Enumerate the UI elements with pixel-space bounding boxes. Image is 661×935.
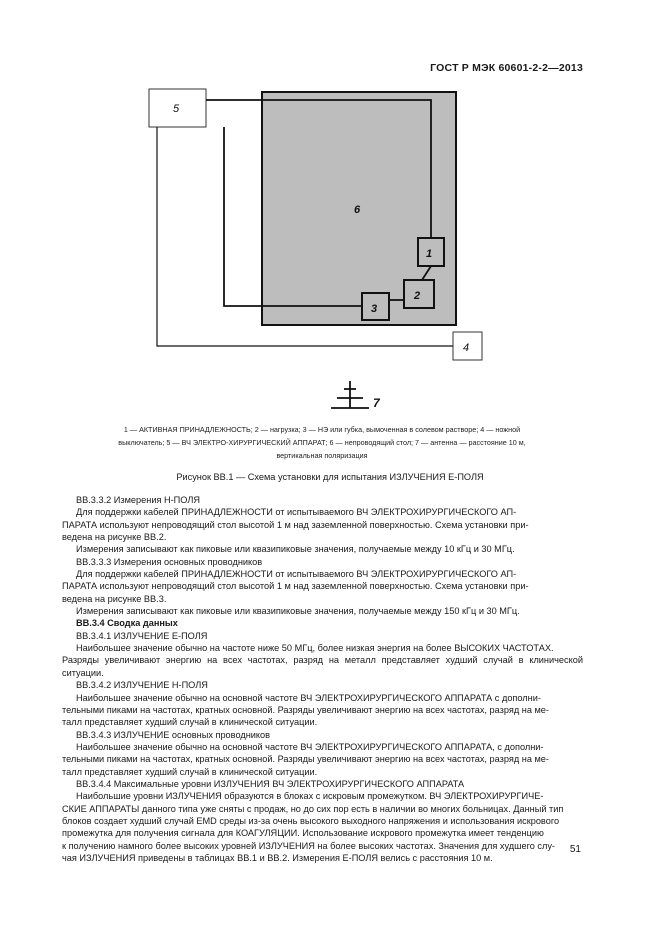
body-line: Разряды увеличивают энергию на всех частотах, разряд на металл представляет худший случай в клинической ситуации. <box>62 655 583 678</box>
label-1: 1 <box>426 248 433 260</box>
figure-legend <box>68 423 576 462</box>
body-line: ВВ.3.4.3 ИЗЛУЧЕНИЕ основных проводников <box>76 729 271 740</box>
page-number: 51 <box>569 844 581 855</box>
body-line: ведена на рисунке ВВ.3. <box>62 593 167 604</box>
legend-line: 1 — АКТИВНАЯ ПРИНАДЛЕЖНОСТЬ; 2 — нагрузка; 3 — НЭ или губка, вымоченная в солевом растворе; 4 — ножной <box>123 425 521 434</box>
document-header: ГОСТ Р МЭК 60601-2-2—2013 <box>430 62 583 74</box>
body-line: Наибольшее значение обычно на основной частоте ВЧ ЭЛЕКТРОХИРУРГИЧЕСКОГО АППАРАТА, с дополни- <box>76 741 544 752</box>
label-6: 6 <box>354 204 361 216</box>
legend-line: выключатель; 5 — ВЧ ЭЛЕКТРО-ХИРУРГИЧЕСКИЙ АППАРАТ; 6 — непроводящий стол; 7 — антенна — расстояние 10 м, <box>118 438 526 447</box>
body-line: к получению намного более высоких уровней ИЗЛУЧЕНИЯ на более высоких частотах. Значения для худшего слу- <box>62 840 555 851</box>
body-line: ВВ.3.3.3 Измерения основных проводников <box>76 556 263 567</box>
body-line: тельными пиками на частотах, кратных основной. Разряды увеличивают энергию на всех частотах, разряд на ме- <box>62 704 549 715</box>
body-line: ВВ.3.4 Сводка данных <box>76 618 178 629</box>
body-text <box>62 494 583 864</box>
body-line: ВВ.3.4.2 ИЗЛУЧЕНИЕ H-ПОЛЯ <box>76 680 208 691</box>
body-line: ВВ.3.4.4 Максимальные уровни ИЗЛУЧЕНИЯ ВЧ ЭЛЕКТРОХИРУРГИЧЕСКОГО АППАРАТА <box>76 778 465 789</box>
label-5: 5 <box>173 103 180 115</box>
body-line: Измерения записывают как пиковые или квазипиковые значения, получаемые между 150 кГц и 30 МГц. <box>76 606 520 617</box>
figure-caption: Рисунок ВВ.1 — Схема установки для испытания ИЗЛУЧЕНИЯ E-ПОЛЯ <box>176 472 484 482</box>
legend-line: вертикальная поляризация <box>276 451 368 460</box>
body-line: ВВ.3.3.2 Измерения H-ПОЛЯ <box>76 495 200 505</box>
label-2: 2 <box>414 290 421 302</box>
body-line: промежутка для получения сигнала для КОАГУЛЯЦИИ. Использование искрового промежутка имеет тенденцию <box>62 828 544 839</box>
body-line: ВВ.3.4.1 ИЗЛУЧЕНИЕ E-ПОЛЯ <box>76 630 208 641</box>
label-7: 7 <box>373 396 380 410</box>
body-line: тельными пиками на частотах, кратных основной. Разряды увеличивают энергию на всех частотах, разряд на ме- <box>62 754 549 765</box>
body-line: СКИЕ АППАРАТЫ данного типа уже сняты с продаж, но до сих пор есть в наличии во многих больницах. Данный тип <box>62 803 564 814</box>
body-line: Для поддержки кабелей ПРИНАДЛЕЖНОСТИ от испытываемого ВЧ ЭЛЕКТРОХИРУРГИЧЕСКОГО АП- <box>76 569 517 580</box>
body-line: ПАРАТА используют непроводящий стол высотой 1 м над заземленной поверхностью. Схема установки при- <box>62 519 529 530</box>
body-line: ПАРАТА используют непроводящий стол высотой 1 м над заземленной поверхностью. Схема установки при- <box>62 581 529 592</box>
body-line: Наибольшие уровни ИЗЛУЧЕНИЯ образуются в блоках с искровым промежутком. ВЧ ЭЛЕКТРОХИРУРГИЧЕ- <box>76 791 544 802</box>
antenna-icon <box>331 381 369 408</box>
body-line: талл представляет худший случай в клинической ситуации. <box>62 766 318 777</box>
body-line: Измерения записывают как пиковые или квазипиковые значения, получаемые между 10 кГц и 30 МГц. <box>76 544 515 555</box>
body-line: талл представляет худший случай в клинической ситуации. <box>62 717 318 728</box>
body-line: Наибольшее значение обычно на частоте ниже 50 МГц, более низкая энергия на более ВЫСОКИХ ЧАСТОТАХ. <box>76 643 554 654</box>
body-line: Для поддержки кабелей ПРИНАДЛЕЖНОСТИ от испытываемого ВЧ ЭЛЕКТРОХИРУРГИЧЕСКОГО АП- <box>76 507 517 518</box>
body-line: блоков создает худший случай ЕМD среды из-за очень высокого выходного напряжения и использования искрового <box>62 815 560 826</box>
body-line: Наибольшее значение обычно на основной частоте ВЧ ЭЛЕКТРОХИРУРГИЧЕСКОГО АППАРАТА с дополни- <box>76 692 541 703</box>
setup-diagram <box>0 0 661 420</box>
label-4: 4 <box>463 342 470 354</box>
label-3: 3 <box>371 303 378 315</box>
body-line: чая ИЗЛУЧЕНИЯ приведены в таблицах ВВ.1 и ВВ.2. Измерения E-ПОЛЯ велись с расстояния 10 м. <box>62 852 493 863</box>
body-line: ведена на рисунке ВВ.2. <box>62 532 167 543</box>
